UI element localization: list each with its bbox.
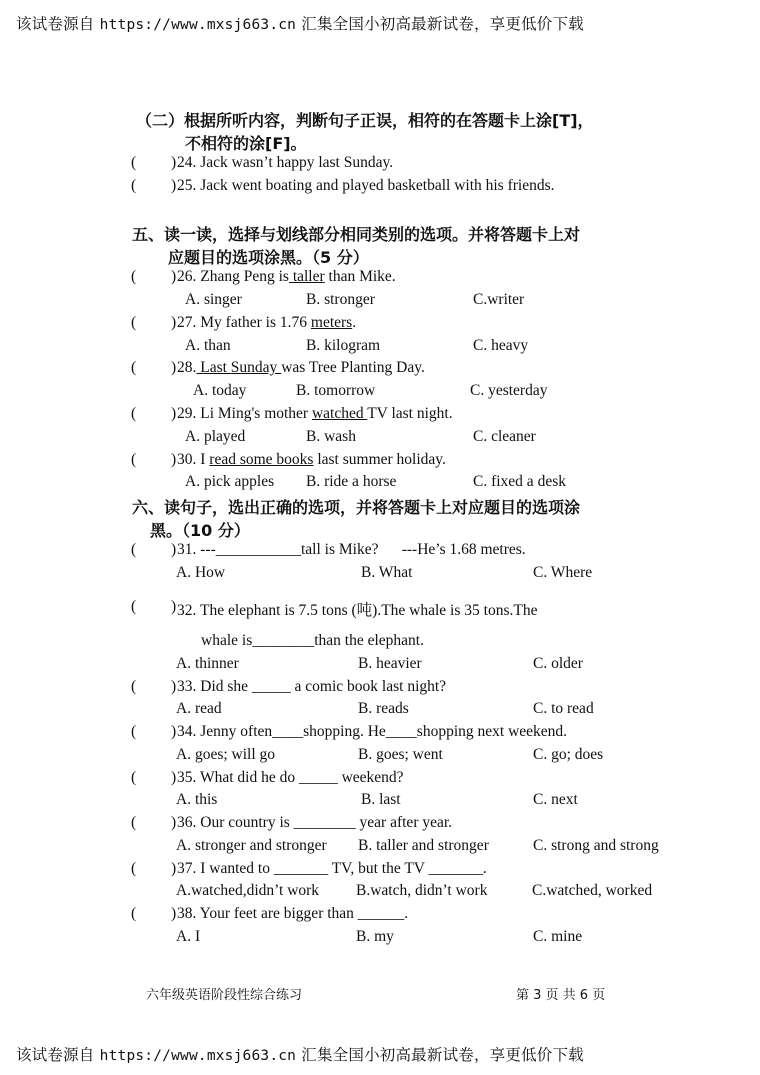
option-26a: A. singer [185,291,242,308]
question-28: 28. Last Sunday was Tree Planting Day. [177,359,425,376]
option-32c: C. older [533,655,583,672]
option-32b: B. heavier [358,655,422,672]
banner-suffix: 汇集全国小初高最新试卷，享更低价下载 [301,15,584,33]
option-29a: A. played [185,428,246,445]
question-32: 32. The elephant is 7.5 tons (吨).The whale is 35 tons.The [177,602,538,619]
option-35a: A. this [176,791,218,808]
option-27c: C. heavy [473,337,529,354]
option-28b: B. tomorrow [296,382,376,399]
question-38: 38. Your feet are bigger than ______. [177,905,409,922]
answer-paren-32: ( ) [131,598,177,615]
section2-heading-line2: 不相符的涂[F]。 [185,134,307,153]
question-27: 27. My father is 1.76 meters. [177,314,357,331]
section2-heading-line1: （二）根据所听内容，判断句子正误，相符的在答题卡上涂[T]， [136,111,594,130]
section5-heading-line2: 应题目的选项涂黑。（5 分） [168,248,369,267]
option-28c: C. yesterday [470,382,548,399]
footer-title: 六年级英语阶段性综合练习 [146,988,303,1003]
question-35: 35. What did he do _____ weekend? [177,769,404,786]
option-33b: B. reads [358,700,409,717]
banner-prefix: 该试卷源自 [16,1046,95,1064]
option-31a: A. How [176,564,226,581]
question-34: 34. Jenny often____shopping. He____shopping next weekend. [177,723,568,740]
question-25: 25. Jack went boating and played basketball with his friends. [177,177,555,194]
option-36c: C. strong and strong [533,837,659,854]
option-31b: B. What [361,564,413,581]
question-24: 24. Jack wasn’t happy last Sunday. [177,154,394,171]
option-38a: A. I [176,928,201,945]
answer-paren-30: ( ) [131,451,177,468]
section6-heading-line1: 六、读句子，选出正确的选项，并将答题卡上对应题目的选项涂 [132,498,581,517]
option-31c: C. Where [533,564,593,581]
answer-paren-29: ( ) [131,405,177,422]
question-37: 37. I wanted to _______ TV, but the TV _______. [177,860,487,877]
answer-paren-28: ( ) [131,359,177,376]
option-30b: B. ride a horse [306,473,397,490]
option-29b: B. wash [306,428,356,445]
answer-paren-24: ( ) [131,154,177,171]
option-26c: C.writer [473,291,525,308]
option-29c: C. cleaner [473,428,536,445]
bottom-banner [16,1043,584,1065]
answer-paren-27: ( ) [131,314,177,331]
option-30a: A. pick apples [185,473,275,490]
answer-paren-36: ( ) [131,814,177,831]
option-36b: B. taller and stronger [358,837,489,854]
option-35c: C. next [533,791,578,808]
option-33a: A. read [176,700,222,717]
option-38c: C. mine [533,928,583,945]
answer-paren-34: ( ) [131,723,177,740]
banner-prefix: 该试卷源自 [16,15,95,33]
answer-paren-31: ( ) [131,541,177,558]
option-37a: A.watched,didn’t work [176,882,320,899]
answer-paren-37: ( ) [131,860,177,877]
option-37b: B.watch, didn’t work [356,882,488,899]
question-30: 30. I read some books last summer holiday. [177,451,446,468]
option-34a: A. goes; will go [176,746,276,763]
question-36: 36. Our country is ________ year after year. [177,814,453,831]
option-30c: C. fixed a desk [473,473,566,490]
banner-url: https://www.mxsj663.cn [99,1048,297,1064]
option-34c: C. go; does [533,746,604,763]
answer-paren-33: ( ) [131,678,177,695]
section6-heading-line2: 黑。（10 分） [150,521,250,540]
page-number: 第 3 页 共 6 页 [516,988,606,1003]
top-banner [16,12,584,34]
option-38b: B. my [356,928,394,945]
banner-url: https://www.mxsj663.cn [99,17,297,33]
option-32a: A. thinner [176,655,239,672]
option-37c: C.watched, worked [532,882,653,899]
question-29: 29. Li Ming's mother watched TV last night. [177,405,453,422]
option-33c: C. to read [533,700,594,717]
option-28a: A. today [193,382,247,399]
option-36a: A. stronger and stronger [176,837,327,854]
option-35b: B. last [361,791,401,808]
answer-paren-35: ( ) [131,769,177,786]
answer-paren-25: ( ) [131,177,177,194]
question-33: 33. Did she _____ a comic book last night? [177,678,447,695]
question-26: 26. Zhang Peng is taller than Mike. [177,268,396,285]
section5-heading-line1: 五、读一读，选择与划线部分相同类别的选项。并将答题卡上对 [132,225,581,244]
option-34b: B. goes; went [358,746,443,763]
banner-suffix: 汇集全国小初高最新试卷，享更低价下载 [301,1046,584,1064]
question-32-cont: whale is________than the elephant. [201,632,424,649]
option-26b: B. stronger [306,291,375,308]
option-27a: A. than [185,337,231,354]
answer-paren-38: ( ) [131,905,177,922]
answer-paren-26: ( ) [131,268,177,285]
option-27b: B. kilogram [306,337,381,354]
question-31: 31. ---___________tall is Mike? ---He’s 1.68 metres. [177,541,526,558]
